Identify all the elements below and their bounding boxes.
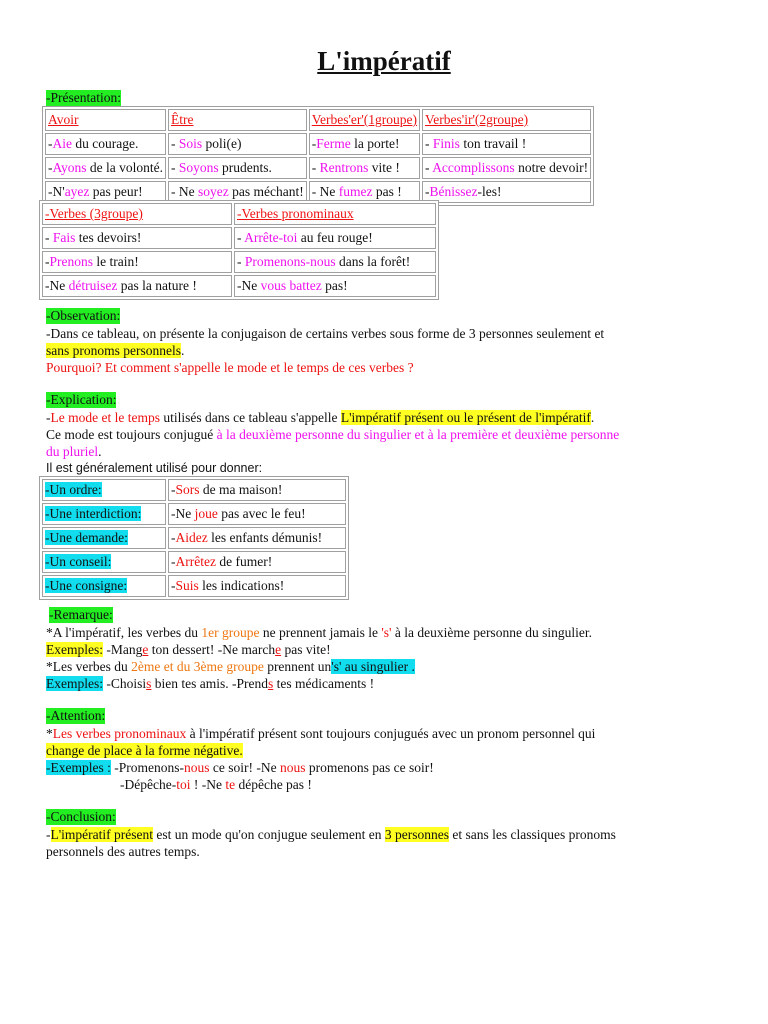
text: pas ! bbox=[372, 184, 402, 199]
text: les enfants démunis! bbox=[207, 530, 323, 545]
usage-example-cell bbox=[168, 503, 346, 525]
text: ne prennent jamais le bbox=[259, 625, 382, 640]
presentation-table-2 bbox=[39, 200, 439, 300]
text: -Ne bbox=[45, 278, 69, 293]
text: - bbox=[425, 136, 433, 151]
verb: Suis bbox=[175, 578, 199, 593]
usage-label-cell bbox=[42, 551, 166, 573]
usage-label: -Une consigne: bbox=[45, 578, 128, 593]
text: de ma maison! bbox=[199, 482, 283, 497]
text-red: Le mode et le temps bbox=[50, 410, 160, 425]
text: pas méchant! bbox=[228, 184, 304, 199]
verb: Ferme bbox=[316, 136, 351, 151]
text: à la deuxième personne du singulier. bbox=[391, 625, 593, 640]
verb: détruisez bbox=[68, 278, 118, 293]
text: - bbox=[45, 254, 50, 269]
text: - bbox=[425, 160, 433, 175]
table-cell bbox=[45, 133, 166, 155]
highlight-cyan: -Exemples : bbox=[46, 760, 111, 775]
text: et sans les classiques pronoms bbox=[449, 827, 616, 842]
text: - Ne bbox=[311, 184, 339, 199]
header-label: Verbes'er'(1groupe) bbox=[311, 112, 418, 127]
text: les indications! bbox=[198, 578, 285, 593]
page-title: L'impératif bbox=[317, 46, 451, 76]
text: - bbox=[171, 554, 176, 569]
verb: Finis bbox=[432, 136, 460, 151]
verb: Soyons bbox=[178, 160, 219, 175]
text: - bbox=[171, 136, 179, 151]
text: ! -Ne bbox=[190, 777, 226, 792]
verb: Accomplissons bbox=[432, 160, 515, 175]
usage-label: -Une demande: bbox=[45, 530, 128, 545]
explication-text-2 bbox=[46, 426, 619, 443]
text: - bbox=[311, 160, 320, 175]
text: *Les verbes du bbox=[46, 659, 132, 674]
attention-example-1 bbox=[46, 759, 434, 776]
usage-label-cell bbox=[42, 527, 166, 549]
verb: Arrêtez bbox=[175, 554, 216, 569]
text: ce soir! -Ne bbox=[209, 760, 280, 775]
table-cell bbox=[168, 133, 307, 155]
table-header-cell bbox=[234, 203, 436, 225]
text: au feu rouge! bbox=[297, 230, 373, 245]
text-red: toi bbox=[176, 777, 191, 792]
text-red: te bbox=[225, 777, 236, 792]
text: pas avec le feu! bbox=[217, 506, 306, 521]
text: *A l'impératif, les verbes du bbox=[46, 625, 202, 640]
highlight-cyan: Exemples: bbox=[46, 676, 103, 691]
explication-label: -Explication: bbox=[46, 392, 117, 407]
table-row bbox=[42, 527, 346, 549]
highlight: sans pronoms personnels bbox=[46, 343, 181, 358]
table-header-cell bbox=[309, 109, 420, 131]
text: tes devoirs! bbox=[75, 230, 142, 245]
table-row bbox=[42, 227, 436, 249]
text: pas peur! bbox=[89, 184, 143, 199]
highlight-cyan: 's' au singulier . bbox=[331, 659, 415, 674]
text: - bbox=[425, 184, 430, 199]
verb: Aidez bbox=[175, 530, 208, 545]
table-cell bbox=[45, 157, 166, 179]
header-label: Être bbox=[171, 112, 194, 127]
text: du courage. bbox=[72, 136, 139, 151]
verb: Sois bbox=[178, 136, 203, 151]
text-red: nous bbox=[183, 760, 210, 775]
verb: Sors bbox=[175, 482, 200, 497]
text-red: Les verbes pronominaux bbox=[52, 726, 187, 741]
table-header-cell bbox=[422, 109, 591, 131]
attention-label: -Attention: bbox=[46, 708, 106, 723]
header-label: Avoir bbox=[48, 112, 79, 127]
conclusion-label: -Conclusion: bbox=[46, 809, 116, 824]
text: - bbox=[45, 230, 53, 245]
text: -Dépêche- bbox=[120, 777, 177, 792]
text: * bbox=[46, 726, 53, 741]
text: - bbox=[171, 482, 176, 497]
highlight: 3 personnes bbox=[384, 827, 450, 842]
remarque-label: -Remarque: bbox=[49, 607, 113, 622]
text: - bbox=[171, 530, 176, 545]
text-red: s bbox=[268, 676, 274, 691]
text-magenta: du pluriel bbox=[46, 444, 99, 459]
explication-text-1 bbox=[46, 409, 594, 426]
table-cell bbox=[234, 227, 436, 249]
table-cell bbox=[42, 227, 232, 249]
verb: Ayons bbox=[52, 160, 87, 175]
table-cell bbox=[234, 251, 436, 273]
text: à l'impératif présent sont toujours conjugués avec un pronom personnel qui bbox=[186, 726, 596, 741]
text: dépêche pas ! bbox=[235, 777, 312, 792]
verb: Bénissez bbox=[429, 184, 478, 199]
table-cell bbox=[422, 157, 591, 179]
table-cell bbox=[168, 157, 307, 179]
text: - bbox=[46, 410, 51, 425]
text: - bbox=[48, 136, 53, 151]
text-red: s bbox=[146, 676, 152, 691]
attention-example-2 bbox=[120, 776, 312, 793]
header-label: -Verbes pronominaux bbox=[237, 206, 354, 221]
usage-example-cell bbox=[168, 479, 346, 501]
usage-label: -Un ordre: bbox=[45, 482, 102, 497]
remarque-example-1 bbox=[46, 641, 331, 658]
table-row bbox=[45, 157, 591, 179]
text-red: 's' bbox=[381, 625, 392, 640]
table-cell bbox=[309, 157, 420, 179]
explication-text-3 bbox=[46, 443, 102, 460]
text: le train! bbox=[93, 254, 139, 269]
verb: ayez bbox=[64, 184, 90, 199]
table-row bbox=[42, 275, 436, 297]
verb: Aie bbox=[52, 136, 72, 151]
text: - bbox=[237, 254, 245, 269]
usage-table bbox=[39, 476, 349, 600]
table-row bbox=[45, 133, 591, 155]
text: - bbox=[237, 230, 245, 245]
text: . bbox=[181, 343, 185, 358]
text: - bbox=[311, 136, 317, 151]
attention-text-2 bbox=[46, 742, 243, 759]
highlight: L'impératif présent ou le présent de l'impératif bbox=[340, 410, 591, 425]
text: dans la forêt! bbox=[335, 254, 411, 269]
remarque-text-1 bbox=[46, 624, 592, 641]
presentation-label: -Présentation: bbox=[46, 90, 121, 105]
text: - bbox=[171, 578, 176, 593]
header-label: -Verbes (3groupe) bbox=[45, 206, 143, 221]
text: pas! bbox=[321, 278, 348, 293]
table-header-cell bbox=[42, 203, 232, 225]
table-row bbox=[42, 575, 346, 597]
table-header-cell bbox=[45, 109, 166, 131]
text: ton travail ! bbox=[459, 136, 527, 151]
verb: Promenons-nous bbox=[244, 254, 336, 269]
usage-label: -Une interdiction: bbox=[45, 506, 142, 521]
text: prennent un bbox=[263, 659, 332, 674]
text-red: nous bbox=[279, 760, 306, 775]
text: notre devoir! bbox=[514, 160, 589, 175]
attention-text-1 bbox=[46, 725, 595, 742]
text: pas vite! bbox=[281, 642, 331, 657]
verb: joue bbox=[194, 506, 218, 521]
text-red: e bbox=[275, 642, 282, 657]
remarque-example-2 bbox=[46, 675, 374, 692]
observation-question: Pourquoi? Et comment s'appelle le mode et le temps de ces verbes ? bbox=[46, 360, 414, 375]
observation-label: -Observation: bbox=[46, 308, 121, 323]
text: . bbox=[98, 444, 102, 459]
text: -N' bbox=[48, 184, 65, 199]
conclusion-text-2: personnels des autres temps. bbox=[46, 844, 200, 859]
text: de la volonté. bbox=[86, 160, 163, 175]
text: -Choisi bbox=[103, 676, 147, 691]
observation-text-1: -Dans ce tableau, on présente la conjugaison de certains verbes sous forme de 3 personnes seulement et bbox=[46, 326, 605, 341]
verb: Prenons bbox=[49, 254, 93, 269]
verb: fumez bbox=[338, 184, 373, 199]
usage-label-cell bbox=[42, 575, 166, 597]
text: -Ne bbox=[171, 506, 195, 521]
text: ton dessert! -Ne march bbox=[148, 642, 276, 657]
text-orange: 1er groupe bbox=[201, 625, 260, 640]
text-red: e bbox=[142, 642, 149, 657]
verb: Rentrons bbox=[319, 160, 369, 175]
text: -Promenons- bbox=[110, 760, 184, 775]
verb: soyez bbox=[198, 184, 229, 199]
text: - Ne bbox=[171, 184, 198, 199]
text: bien tes amis. -Prend bbox=[151, 676, 269, 691]
verb: Fais bbox=[52, 230, 76, 245]
presentation-table-1 bbox=[42, 106, 594, 206]
highlight: change de place à la forme négative. bbox=[46, 743, 243, 758]
verb: vous battez bbox=[260, 278, 322, 293]
text-magenta: à la deuxième personne du singulier et à la première et deuxième personne bbox=[216, 427, 620, 442]
table-row bbox=[42, 503, 346, 525]
text: pas la nature ! bbox=[117, 278, 197, 293]
text: utilisés dans ce tableau s'appelle bbox=[159, 410, 341, 425]
text: promenons pas ce soir! bbox=[305, 760, 434, 775]
verb: Arrête-toi bbox=[244, 230, 298, 245]
text: - bbox=[171, 160, 179, 175]
explication-text-4: Il est généralement utilisé pour donner: bbox=[46, 461, 263, 475]
text: de fumer! bbox=[215, 554, 273, 569]
usage-example-cell bbox=[168, 551, 346, 573]
usage-label-cell bbox=[42, 503, 166, 525]
remarque-text-2 bbox=[46, 658, 415, 675]
usage-label-cell bbox=[42, 479, 166, 501]
table-cell bbox=[42, 275, 232, 297]
usage-label: -Un conseil: bbox=[45, 554, 112, 569]
usage-example-cell bbox=[168, 575, 346, 597]
table-header-cell bbox=[168, 109, 307, 131]
conclusion-text-1 bbox=[46, 826, 616, 843]
table-row bbox=[42, 251, 436, 273]
text: est un mode qu'on conjugue seulement en bbox=[153, 827, 385, 842]
text: Ce mode est toujours conjugué bbox=[46, 427, 217, 442]
text: - bbox=[46, 827, 51, 842]
text: . bbox=[590, 410, 595, 425]
table-row bbox=[42, 551, 346, 573]
text: prudents. bbox=[218, 160, 272, 175]
text: -les! bbox=[477, 184, 502, 199]
text: -Ne bbox=[237, 278, 261, 293]
text: - bbox=[48, 160, 53, 175]
text: tes médicaments ! bbox=[273, 676, 375, 691]
observation-text-2 bbox=[46, 342, 184, 359]
table-cell bbox=[234, 275, 436, 297]
table-cell bbox=[422, 181, 591, 203]
header-label: Verbes'ir'(2groupe) bbox=[425, 112, 529, 127]
table-cell bbox=[422, 133, 591, 155]
text-orange: 2ème et du 3ème groupe bbox=[131, 659, 264, 674]
text: la porte! bbox=[350, 136, 400, 151]
table-cell bbox=[42, 251, 232, 273]
highlight: L'impératif présent bbox=[50, 827, 154, 842]
usage-example-cell bbox=[168, 527, 346, 549]
table-row bbox=[42, 479, 346, 501]
text: vite ! bbox=[368, 160, 400, 175]
text: poli(e) bbox=[202, 136, 242, 151]
highlight: Exemples: bbox=[46, 642, 103, 657]
table-cell bbox=[309, 133, 420, 155]
text: -Mang bbox=[103, 642, 143, 657]
